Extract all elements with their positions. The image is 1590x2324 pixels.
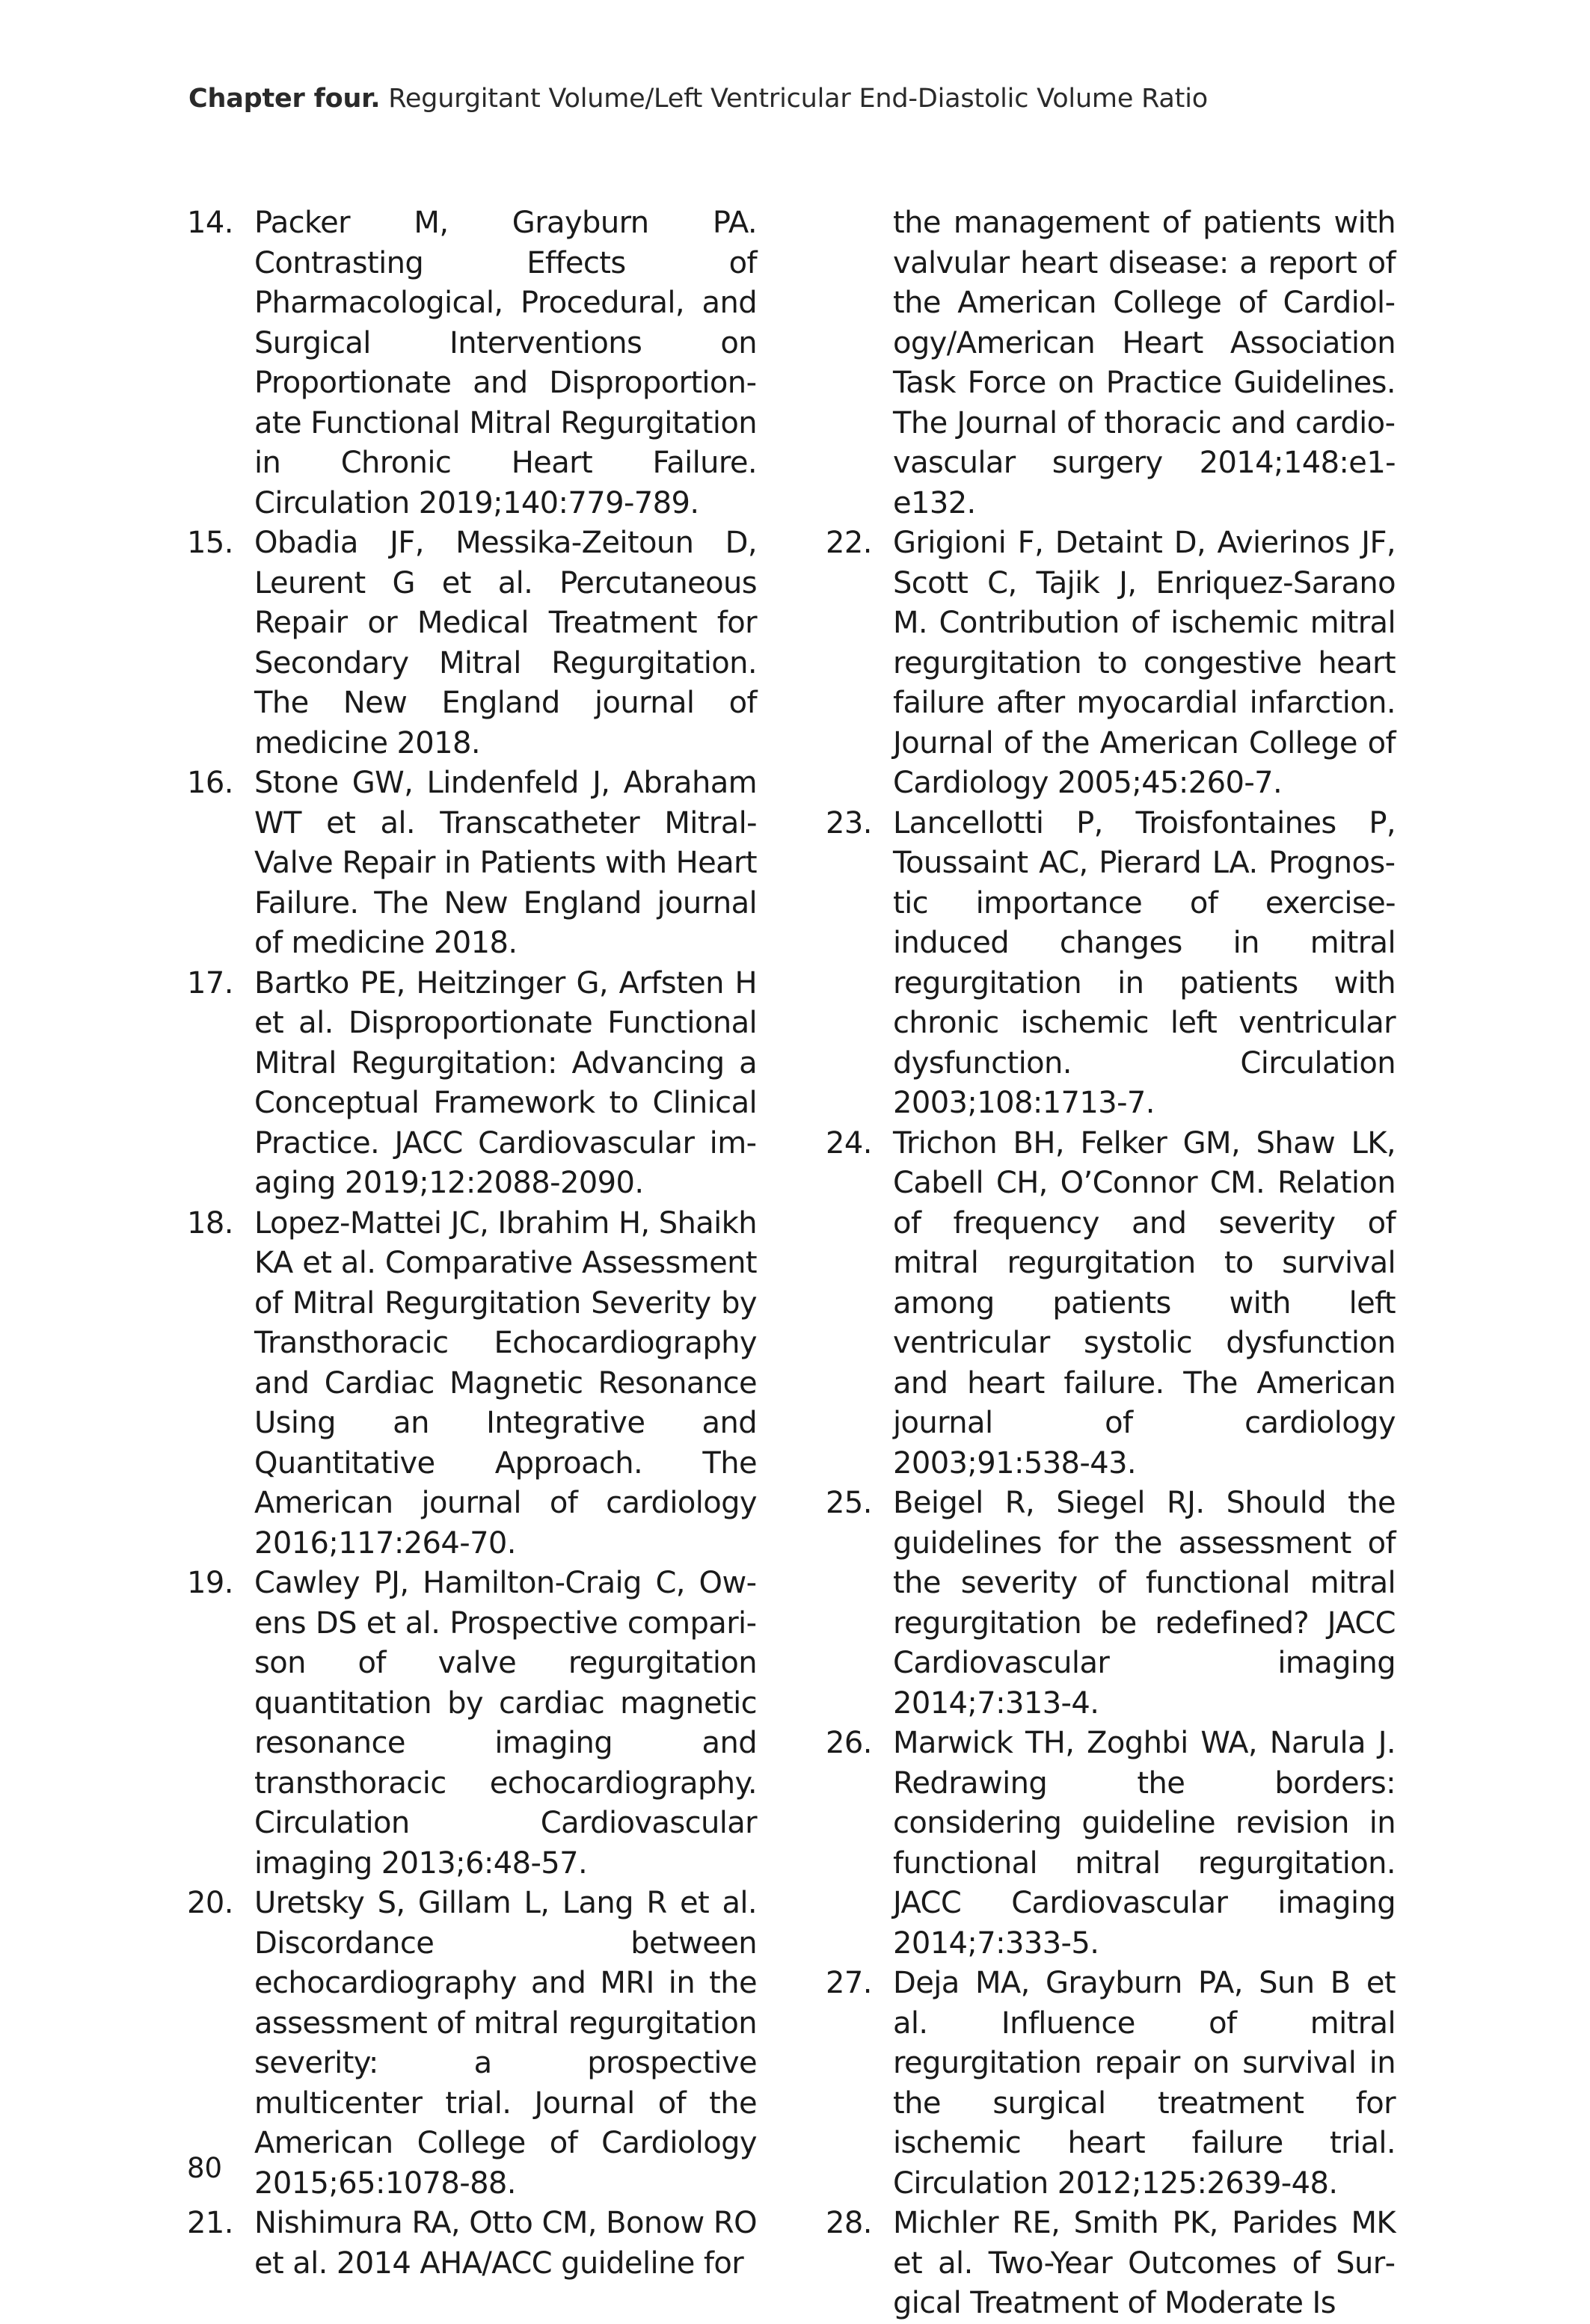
chapter-label: Chapter four. — [188, 84, 381, 114]
reference-number: 23. — [826, 805, 872, 840]
reference-text: Lopez-Mattei JC, Ibrahim H, Shaikh KA et al. Comparative Assessment of Mitral Regurgitation Severity by Transthoracic Echocardiography and Cardiac Magnetic Resonance Using an Integrative and Quantitative Approach. The American journal of cardiology 2016;117:264-70. — [254, 1205, 757, 1561]
reference-continuation: the management of patients with valvular heart disease: a report of the American College of Cardiology/American Heart Association Task Force on Practice Guidelines. The Journal of thoracic and cardiovascular surgery 2014;148:e1-e132. — [893, 206, 1396, 520]
reference-text: Cawley PJ, Hamilton-Craig C, Owens DS et al. Prospective comparison of valve regurgitation quantitation by cardiac magnetic resonance imaging and transthoracic echocardiography. Circulation Cardiovascular imaging 2013;6:48-57. — [254, 1566, 757, 1881]
reference-number: 19. — [187, 1566, 233, 1600]
reference-text: Stone GW, Lindenfeld J, Abraham WT et al. Transcatheter Mitral-Valve Repair in Patients with Heart Failure. The New England journal of medicine 2018. — [254, 766, 757, 960]
reference-number: 16. — [187, 766, 233, 800]
reference-number: 27. — [826, 1966, 872, 2000]
reference-number: 26. — [826, 1726, 872, 1760]
reference-text: Trichon BH, Felker GM, Shaw LK, Cabell CH, O’Connor CM. Relation of frequency and severity of mitral regurgitation to survival among patients with left ventricular systolic dysfunction and heart failure. The American journal of cardiology 2003;91:538-43. — [893, 1125, 1396, 1481]
reference-number: 24. — [826, 1125, 872, 1161]
chapter-title: Regurgitant Volume/Left Ventricular End-Diastolic Volume Ratio — [388, 84, 1208, 114]
reference-text: Bartko PE, Heitzinger G, Arfsten H et al. Disproportionate Functional Mitral Regurgitation: Advancing a Conceptual Framework to Clinical Practice. JACC Cardiovascular imaging 2019;12:2088-2090. — [254, 965, 757, 1200]
reference-item — [826, 1724, 1578, 1964]
reference-item — [826, 804, 1578, 1124]
reference-text: Lancellotti P, Troisfontaines P, Toussaint AC, Pierard LA. Prognostic importance of exercise-induced changes in mitral regurgitation in patients with chronic ischemic left ventricular dysfunction. Circulation 2003;108:1713-7. — [893, 805, 1396, 1120]
reference-number: 14. — [187, 206, 233, 240]
reference-number: 25. — [826, 1486, 872, 1520]
reference-item — [826, 1964, 1578, 2204]
reference-text: Nishimura RA, Otto CM, Bonow RO et al. 2014 AHA/ACC guideline for — [254, 2206, 757, 2281]
reference-number: 21. — [187, 2206, 233, 2240]
reference-text: Grigioni F, Detaint D, Avierinos JF, Scott C, Tajik J, Enriquez-Sarano M. Contribution of ischemic mitral regurgitation to congestive heart failure after myocardial infarction. Journal of the American College of Cardiology 2005;45:260-7. — [893, 526, 1396, 800]
reference-number: 28. — [826, 2206, 872, 2240]
reference-number: 18. — [187, 1205, 233, 1241]
page-number: 80 — [187, 2152, 223, 2184]
reference-text: Marwick TH, Zoghbi WA, Narula J. Redrawing the borders: considering guideline revision in functional mitral regurgitation. JACC Cardiovascular imaging 2014;7:333-5. — [893, 1726, 1396, 1961]
reference-text: Beigel R, Siegel RJ. Should the guidelines for the assessment of the severity of functional mitral regurgitation be redefined? JACC Cardiovascular imaging 2014;7:313-4. — [893, 1486, 1396, 1721]
reference-text: Deja MA, Grayburn PA, Sun B et al. Influence of mitral regurgitation repair on survival in the surgical treatment for ischemic heart failure trial. Circulation 2012;125:2639-48. — [893, 1966, 1396, 2201]
reference-number: 22. — [826, 526, 872, 560]
reference-number: 17. — [187, 965, 233, 1000]
reference-number: 15. — [187, 526, 233, 560]
reference-text: Obadia JF, Messika-Zeitoun D, Leurent G et al. Percutaneous Repair or Medical Treatment for Secondary Mitral Regurgitation. The New England journal of medicine 2018. — [254, 526, 757, 760]
reference-item — [826, 1124, 1578, 1484]
reference-item — [826, 1484, 1578, 1724]
right-column — [826, 203, 1578, 2324]
running-header — [188, 84, 1208, 114]
reference-item — [826, 2204, 1578, 2324]
reference-item — [826, 523, 1578, 804]
reference-text: Michler RE, Smith PK, Parides MK et al. Two-Year Outcomes of Surgical Treatment of Moderate Is — [893, 2206, 1396, 2320]
reference-number: 20. — [187, 1886, 233, 1920]
reference-text: Uretsky S, Gillam L, Lang R et al. Discordance between echocardiography and MRI in the assessment of mitral regurgitation severity: a prospective multicenter trial. Journal of the American College of Cardiology 2015;65:1078-88. — [254, 1886, 757, 2201]
reference-text: Packer M, Grayburn PA. Contrasting Effects of Pharmacological, Procedural, and Surgical Interventions on Proportionate and Disproportionate Functional Mitral Regurgitation in Chronic Heart Failure. Circulation 2019;140:779-789. — [254, 206, 757, 520]
